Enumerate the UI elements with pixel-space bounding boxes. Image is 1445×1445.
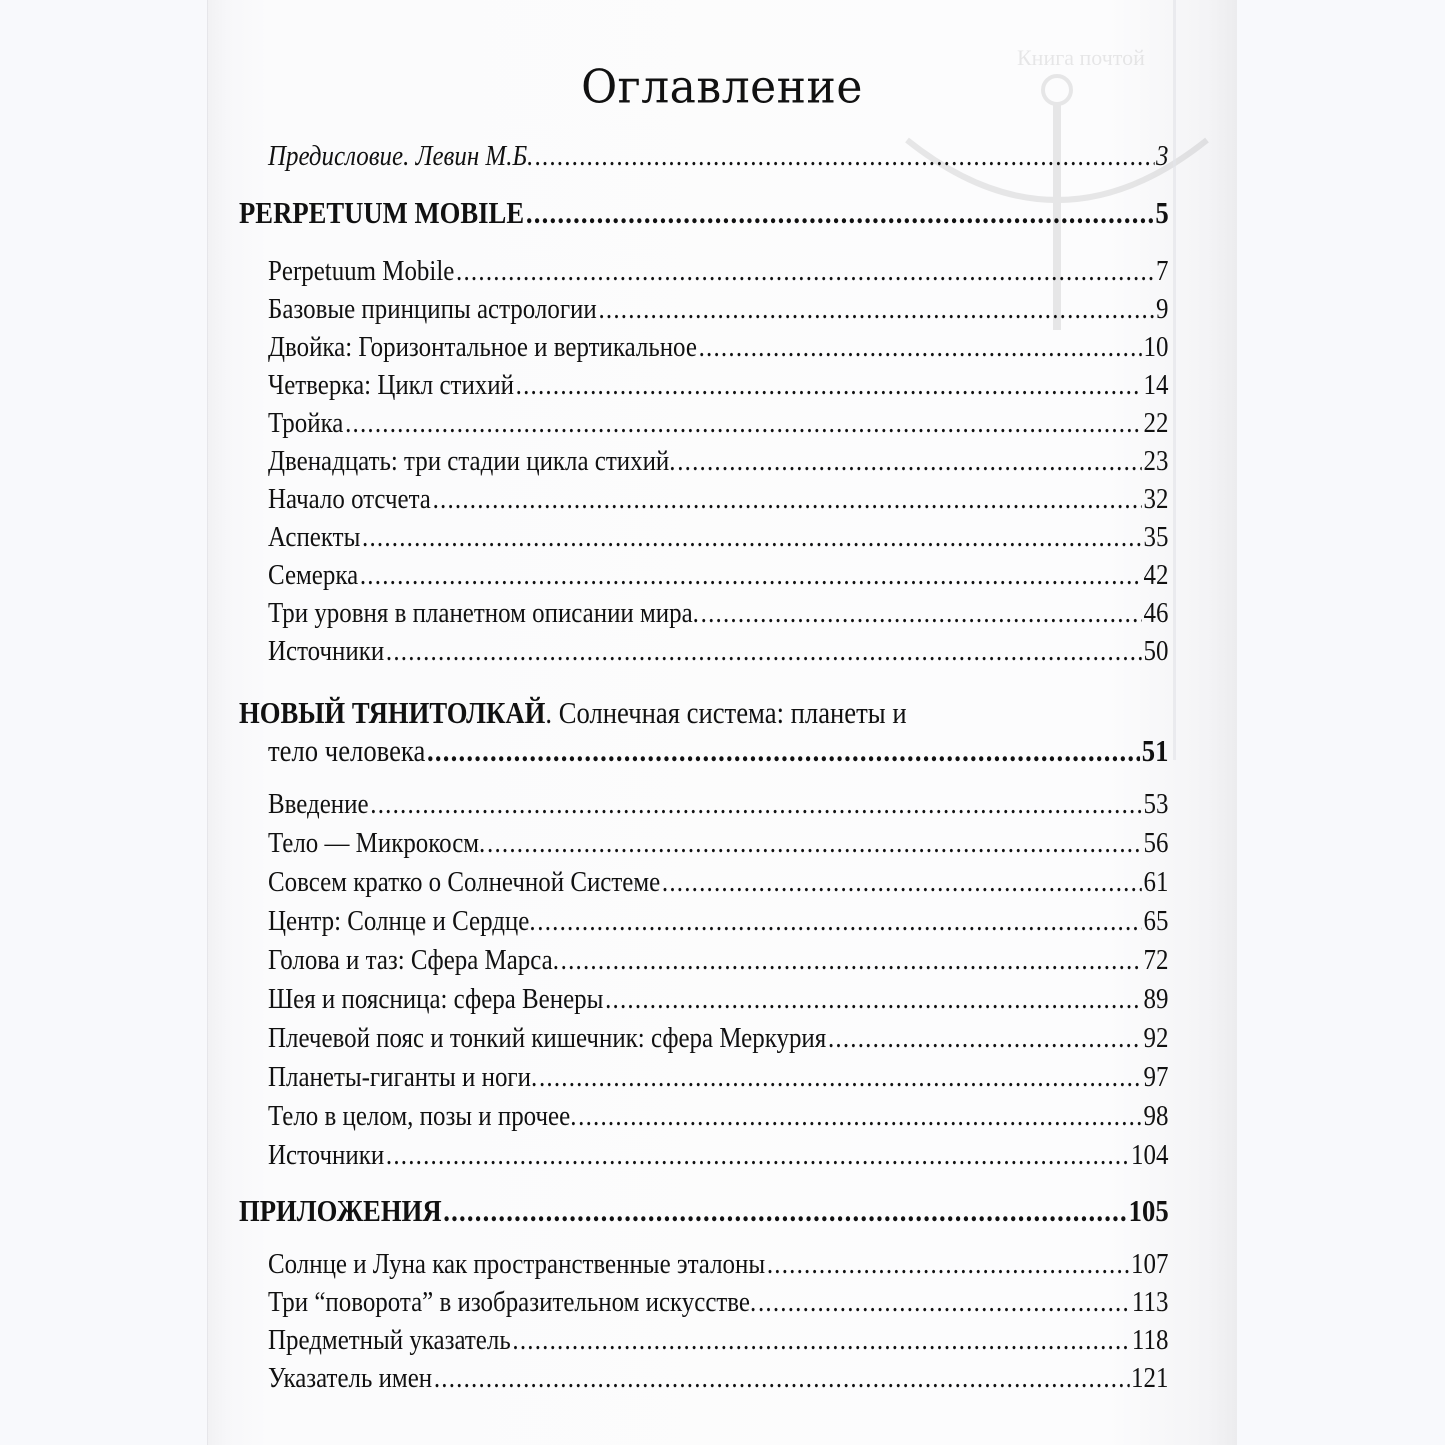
entry-label: Указатель имен (268, 1362, 433, 1394)
entry-label: Тело в целом, позы и прочее. (268, 1100, 577, 1132)
leader-dots (345, 407, 1142, 440)
toc-entry[interactable] (268, 483, 1168, 516)
entry-label: Тело — Микрокосм. (268, 827, 486, 859)
toc-entry[interactable] (268, 559, 1168, 592)
leader-dots (456, 255, 1154, 288)
entry-label: Двенадцать: три стадии цикла стихий. (268, 445, 676, 477)
toc-entry[interactable] (268, 827, 1168, 860)
leader-dots (578, 1100, 1142, 1133)
toc-entry[interactable] (268, 1362, 1168, 1395)
entry-page-number: 56 (1143, 827, 1169, 859)
entry-label: Начало отсчета (268, 483, 431, 515)
entry-label: Шея и поясница: сфера Венеры (268, 983, 604, 1015)
page-title: Оглавление (581, 60, 863, 115)
entry-page-number: 3 (1155, 140, 1169, 172)
entry-page-number: 53 (1143, 788, 1169, 820)
leader-dots (535, 140, 1154, 173)
toc-entry-preface[interactable] (268, 140, 1168, 173)
entry-page-number: 35 (1143, 521, 1169, 553)
entry-page-number: 92 (1143, 1022, 1169, 1054)
leader-dots (537, 905, 1141, 938)
leader-dots (701, 597, 1142, 630)
entry-label: Предисловие. Левин М.Б. (268, 140, 534, 172)
section-title: НОВЫЙ ТЯНИТОЛКАЙ (239, 695, 546, 730)
entry-label: Источники (268, 635, 385, 667)
leader-dots (386, 635, 1142, 668)
entry-page-number: 113 (1131, 1286, 1169, 1318)
entry-label: Источники (268, 1139, 385, 1171)
entry-page-number: 89 (1143, 983, 1169, 1015)
toc-entry[interactable] (268, 1139, 1168, 1172)
section-subtitle: . Солнечная система: планеты и (545, 695, 907, 730)
entry-page-number: 42 (1143, 559, 1169, 591)
entry-label: Двойка: Горизонтальное и вертикальное (268, 331, 697, 363)
toc-entry[interactable] (268, 1286, 1168, 1319)
entry-label: Perpetuum Mobile (268, 255, 455, 287)
entry-label: Базовые принципы астрологии (268, 293, 597, 325)
leader-dots (360, 559, 1142, 592)
toc-section-novyi-tyanitolkai[interactable] (239, 695, 907, 731)
entry-label: Солнце и Луна как пространственные эталоны (268, 1248, 766, 1280)
leader-dots (386, 1139, 1129, 1172)
leader-dots (828, 1022, 1142, 1055)
entry-page-number: 46 (1143, 597, 1169, 629)
entry-page-number: 61 (1143, 866, 1169, 898)
leader-dots (598, 293, 1154, 326)
entry-label: Голова и таз: Сфера Марса. (268, 944, 559, 976)
section-page-number: 105 (1128, 1193, 1169, 1228)
toc-entry[interactable] (268, 1100, 1168, 1133)
entry-label: Три “поворота” в изобразительном искусстве. (268, 1286, 757, 1318)
toc-section-perpetuum-mobile[interactable] (239, 195, 1169, 231)
toc-entry[interactable] (268, 944, 1168, 977)
leader-dots (758, 1286, 1130, 1319)
svg-text:Книга почтой: Книга почтой (1017, 45, 1145, 70)
entry-label: Тройка (268, 407, 344, 439)
entry-label: Плечевой пояс и тонкий кишечник: сфера Меркурия (268, 1022, 827, 1054)
entry-page-number: 104 (1131, 1139, 1169, 1171)
toc-entry[interactable] (268, 445, 1168, 478)
leader-dots (427, 733, 1140, 769)
toc-entry[interactable] (268, 597, 1168, 630)
entry-page-number: 22 (1143, 407, 1169, 439)
entry-label: Четверка: Цикл стихий (268, 369, 514, 401)
entry-page-number: 32 (1143, 483, 1169, 515)
entry-page-number: 10 (1143, 331, 1169, 363)
entry-label: Аспекты (268, 521, 361, 553)
entry-page-number: 14 (1143, 369, 1169, 401)
entry-page-number: 98 (1143, 1100, 1169, 1132)
toc-entry[interactable] (268, 635, 1168, 668)
toc-entry[interactable] (268, 788, 1168, 821)
leader-dots (677, 445, 1142, 478)
entry-label: Планеты-гиганты и ноги. (268, 1061, 538, 1093)
section-page-number: 51 (1141, 733, 1169, 768)
toc-entry[interactable] (268, 407, 1168, 440)
leader-dots (443, 1193, 1127, 1229)
entry-page-number: 121 (1131, 1362, 1169, 1394)
toc-entry[interactable] (268, 866, 1168, 899)
leader-dots (561, 944, 1142, 977)
entry-label: Три уровня в планетном описании мира. (268, 597, 699, 629)
leader-dots (433, 483, 1142, 516)
leader-dots (605, 983, 1142, 1016)
section-page-number: 5 (1155, 195, 1169, 230)
toc-entry[interactable] (268, 331, 1168, 364)
leader-dots (767, 1248, 1129, 1281)
leader-dots (539, 1061, 1142, 1094)
entry-page-number: 118 (1131, 1324, 1169, 1356)
toc-section-prilozheniya[interactable] (239, 1193, 1169, 1229)
leader-dots (512, 1324, 1130, 1357)
toc-entry[interactable] (268, 1324, 1168, 1357)
toc-entry[interactable] (268, 293, 1168, 326)
leader-dots (487, 827, 1142, 860)
entry-page-number: 97 (1143, 1061, 1169, 1093)
entry-label: Совсем кратко о Солнечной Системе (268, 866, 661, 898)
toc-entry[interactable] (268, 369, 1168, 402)
book-page (207, 0, 1237, 1445)
toc-entry[interactable] (268, 1022, 1168, 1055)
leader-dots (362, 521, 1142, 554)
leader-dots (434, 1362, 1129, 1395)
entry-page-number: 107 (1131, 1248, 1169, 1280)
entry-page-number: 23 (1143, 445, 1169, 477)
entry-page-number: 9 (1155, 293, 1169, 325)
toc-entry[interactable] (268, 1061, 1168, 1094)
entry-label: Предметный указатель (268, 1324, 511, 1356)
leader-dots (526, 195, 1154, 231)
leader-dots (699, 331, 1142, 364)
toc-entry[interactable] (268, 255, 1168, 288)
entry-label: Центр: Солнце и Сердце. (268, 905, 536, 937)
leader-dots (370, 788, 1142, 821)
leader-dots (516, 369, 1142, 402)
toc-entry[interactable] (268, 1248, 1168, 1281)
toc-entry[interactable] (268, 905, 1168, 938)
entry-label: Введение (268, 788, 369, 820)
entry-page-number: 65 (1143, 905, 1169, 937)
leader-dots (662, 866, 1142, 899)
section-subtitle-continued: тело человека (268, 733, 426, 768)
entry-page-number: 50 (1143, 635, 1169, 667)
section-title: ПРИЛОЖЕНИЯ (239, 1193, 442, 1228)
entry-label: Семерка (268, 559, 359, 591)
toc-entry[interactable] (268, 521, 1168, 554)
entry-page-number: 72 (1143, 944, 1169, 976)
entry-page-number: 7 (1155, 255, 1169, 287)
section-title: PERPETUUM MOBILE (239, 195, 525, 230)
toc-section-continuation[interactable] (268, 733, 1168, 769)
toc-entry[interactable] (268, 983, 1168, 1016)
